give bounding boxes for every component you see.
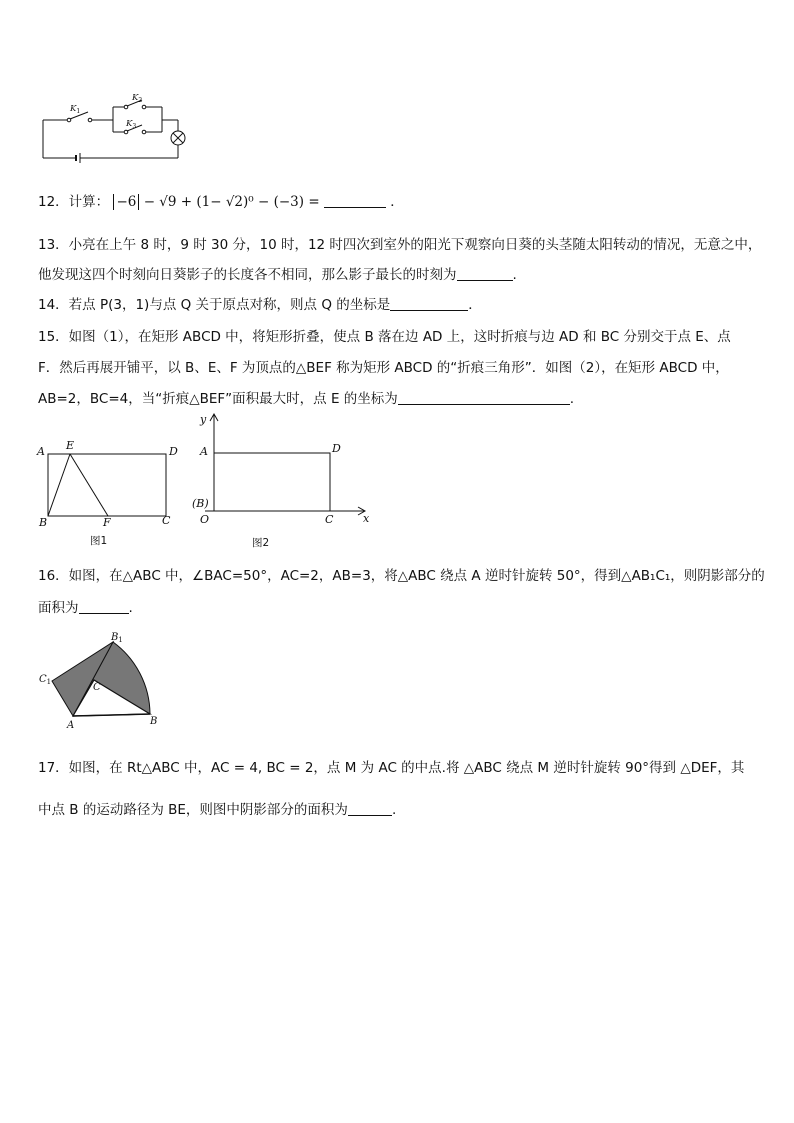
q15-figure-1 bbox=[34, 438, 184, 550]
fig2-label-d: D bbox=[332, 442, 341, 455]
q15-line-2: F．然后再展开铺平，以 B、E、F 为顶点的△BEF 称为矩形 ABCD 的“折痕三角形”．如图（2），在矩形 ABCD 中， bbox=[38, 360, 729, 376]
q14-answer-blank[interactable] bbox=[390, 298, 468, 311]
fig2-label-y: y bbox=[200, 413, 207, 426]
fig1-caption: 图1 bbox=[90, 535, 108, 547]
q16-label-c: C bbox=[93, 682, 101, 693]
q15-line-3-text: AB=2，BC=4，当“折痕△BEF”面积最大时，点 E 的坐标为 bbox=[38, 391, 398, 407]
q14-suffix: ． bbox=[468, 297, 482, 313]
q16-label-b: B bbox=[150, 716, 158, 727]
q16-label-c1: $C_1$ bbox=[39, 674, 52, 686]
q16-line-2-text: 面积为 bbox=[38, 600, 79, 616]
fig2-label-a: A bbox=[200, 445, 208, 458]
fig2-label-c: C bbox=[325, 513, 334, 526]
q15-line-3 bbox=[38, 387, 574, 407]
q13-suffix: . bbox=[512, 267, 517, 283]
q15-figure-2 bbox=[190, 410, 375, 552]
fig1-label-f: F bbox=[103, 516, 111, 529]
q16-label-a: A bbox=[67, 720, 75, 731]
k1-label: $K_1$ bbox=[70, 104, 81, 115]
fig1-label-e: E bbox=[66, 439, 75, 452]
q13-line-1: 13．小亮在上午 8 时，9 时 30 分，10 时，12 时四次到室外的阳光下观察向日葵的头茎随太阳转动的情况，无意之中， bbox=[38, 237, 762, 253]
fig1-label-c: C bbox=[162, 514, 171, 527]
q15-answer-blank[interactable] bbox=[398, 392, 570, 405]
q16-figure bbox=[36, 628, 166, 732]
question-14 bbox=[38, 293, 482, 313]
q15-line-1: 15．如图（1），在矩形 ABCD 中，将矩形折叠，使点 B 落在边 AD 上，这时折痕与边 AD 和 BC 分别交于点 E、点 bbox=[38, 329, 731, 345]
q16-label-b1: $B_1$ bbox=[111, 632, 123, 644]
q12-answer-blank[interactable] bbox=[324, 195, 386, 208]
circuit-diagram bbox=[38, 90, 198, 164]
fig1-label-d: D bbox=[169, 445, 178, 458]
q12-expr-rest: − √9 + (1− √2)⁰ − (−3) = bbox=[143, 194, 320, 210]
q17-line-2-text: 中点 B 的运动路径为 BE，则图中阴影部分的面积为 bbox=[38, 802, 348, 818]
q17-line-2 bbox=[38, 798, 396, 818]
q16-line-2 bbox=[38, 596, 133, 616]
q13-answer-blank[interactable] bbox=[457, 268, 513, 281]
fig2-label-x: x bbox=[363, 512, 370, 525]
q12-suffix: ． bbox=[390, 194, 404, 210]
q14-text: 14．若点 P(3，1)与点 Q 关于原点对称，则点 Q 的坐标是 bbox=[38, 297, 391, 313]
q12-abs-value: −6 bbox=[113, 194, 139, 210]
q17-suffix: . bbox=[391, 802, 397, 818]
fig2-label-o: O bbox=[200, 513, 210, 526]
fig2-label-b: (B) bbox=[192, 497, 209, 510]
q13-line-2-text: 他发现这四个时刻向日葵影子的长度各不相同，那么影子最长的时刻为 bbox=[38, 267, 457, 283]
q16-answer-blank[interactable] bbox=[79, 601, 129, 614]
k2-label: $K_2$ bbox=[132, 93, 143, 104]
q16-suffix: . bbox=[128, 600, 133, 616]
q17-answer-blank[interactable] bbox=[348, 803, 392, 816]
q15-suffix: . bbox=[569, 391, 575, 407]
question-12 bbox=[38, 195, 763, 210]
k3-label: $K_3$ bbox=[126, 119, 137, 130]
q13-line-2 bbox=[38, 263, 517, 283]
q16-line-1: 16．如图，在△ABC 中，∠BAC=50°，AC=2，AB=3，将△ABC 绕点 A 逆时针旋转 50°，得到△AB₁C₁，则阴影部分的 bbox=[38, 568, 765, 584]
q17-line-1: 17．如图，在 Rt△ABC 中，AC = 4, BC = 2，点 M 为 AC 的中点.将 △ABC 绕点 M 逆时针旋转 90°得到 △DEF，其 bbox=[38, 760, 745, 776]
fig1-label-a: A bbox=[37, 445, 45, 458]
fig1-label-b: B bbox=[39, 516, 48, 529]
q12-expression bbox=[113, 194, 323, 210]
q12-prefix: 12．计算： bbox=[38, 194, 110, 210]
fig2-caption: 图2 bbox=[252, 537, 270, 549]
